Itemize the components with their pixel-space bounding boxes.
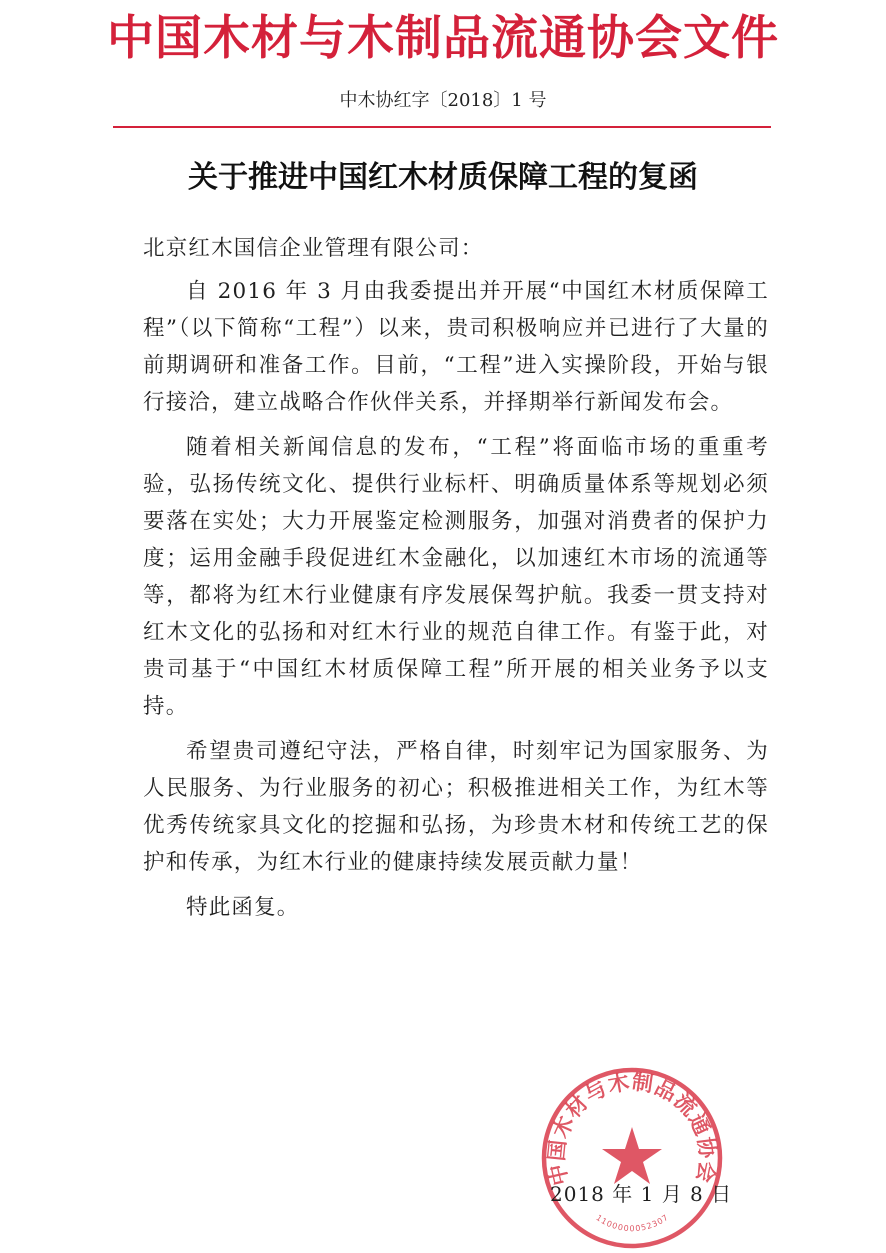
document-title: 关于推进中国红木材质保障工程的复函: [188, 160, 698, 195]
paragraph-1: 自 2016 年 3 月由我委提出并开展“中国红木材质保障工程”（以下简称“工程”）以来，贵司积极响应并已进行了大量的前期调研和准备工作。目前，“工程”进入实操阶段，开始与银行接洽，建立战略合作伙伴关系，并择期举行新闻发布会。: [143, 279, 769, 415]
svg-text:1100000052307: [594, 1213, 670, 1234]
seal-code: 1100000052307: [594, 1212, 671, 1234]
paragraph-4: 特此函复。: [186, 895, 300, 920]
star-icon: [602, 1127, 662, 1184]
salutation: 北京红木国信企业管理有限公司：: [143, 236, 484, 261]
document-masthead: 中国木材与木制品流通协会文件: [107, 11, 779, 66]
document-number: 中木协红字〔2018〕1 号: [339, 90, 547, 111]
letter-body: [143, 230, 769, 934]
seal-text: 中国木材与木制品流通协会: [544, 1069, 720, 1188]
document-date: 2018 年 1 月 8 日: [550, 1182, 733, 1206]
header-divider: [113, 126, 771, 128]
official-seal: [539, 1065, 725, 1251]
paragraph-3: 希望贵司遵纪守法，严格自律，时刻牢记为国家服务、为人民服务、为行业服务的初心；积极推进相关工作，为红木等优秀传统家具文化的挖掘和弘扬，为珍贵木材和传统工艺的保护和传承，为红木行业的健康持续发展贡献力量！: [143, 739, 769, 875]
paragraph-2: 随着相关新闻信息的发布，“工程”将面临市场的重重考验，弘扬传统文化、提供行业标杆、明确质量体系等规划必须要落在实处；大力开展鉴定检测服务，加强对消费者的保护力度；运用金融手段促进红木金融化，以加速红木市场的流通等等，都将为红木行业健康有序发展保驾护航。我委一贯支持对红木文化的弘扬和对红木行业的规范自律工作。有鉴于此，对贵司基于“中国红木材质保障工程”所开展的相关业务予以支持。: [143, 435, 769, 719]
